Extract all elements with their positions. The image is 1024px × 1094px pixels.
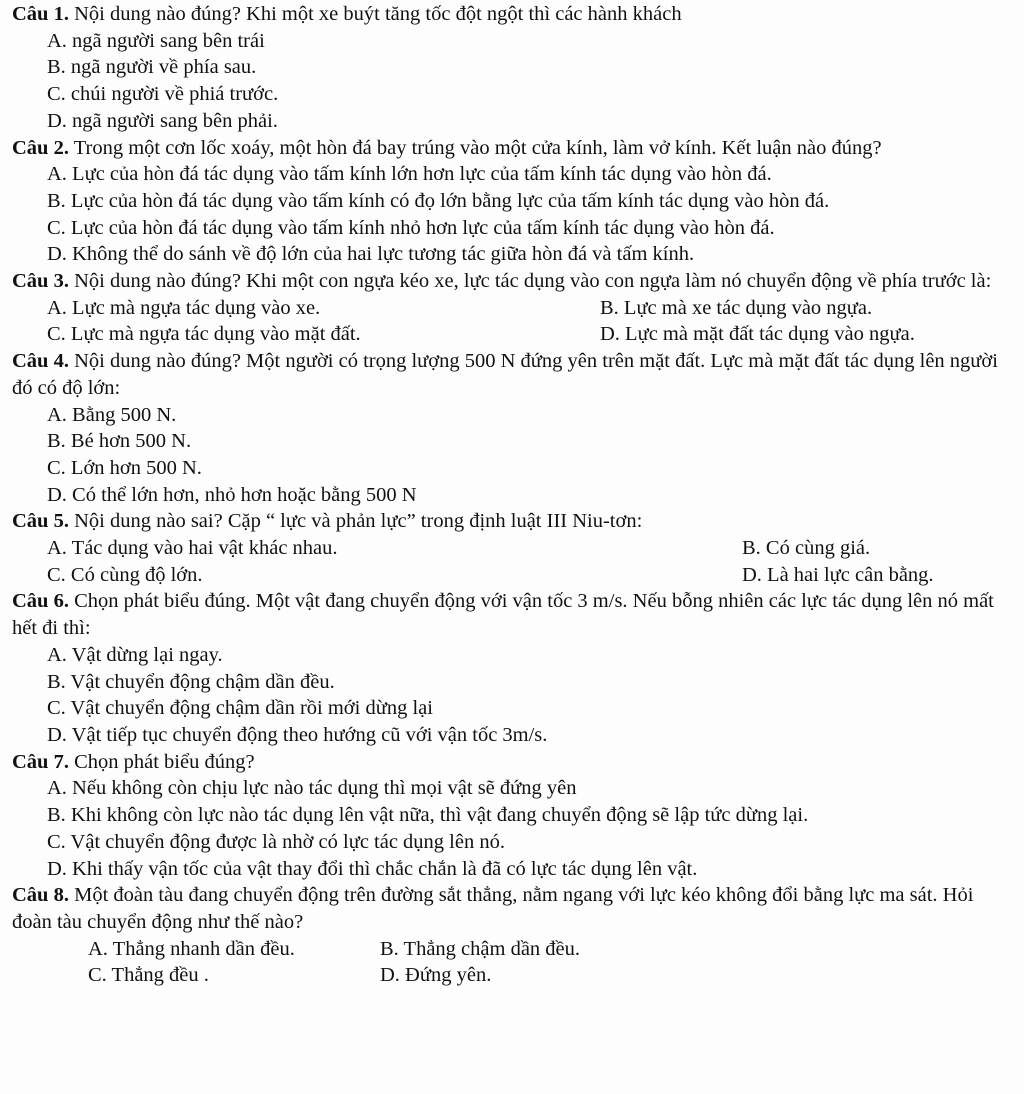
option-d: D. Khi thấy vận tốc của vật thay đổi thì chắc chắn là đã có lực tác dụng lên vật.	[47, 857, 698, 880]
option-a: A. ngã người sang bên trái	[47, 29, 265, 52]
option-a: A. Lực của hòn đá tác dụng vào tấm kính lớn hơn lực của tấm kính tác dụng vào hòn đá.	[47, 163, 772, 186]
option-a: A. Vật dừng lại ngay.	[47, 643, 223, 666]
option-b: B. Có cùng giá.	[742, 537, 871, 560]
option-c: C. Lực của hòn đá tác dụng vào tấm kính nhỏ hơn lực của tấm kính tác dụng vào hòn đá.	[47, 216, 775, 239]
question-number: Câu 8.	[12, 884, 69, 907]
option-a: A. Lực mà ngựa tác dụng vào xe.	[47, 296, 321, 319]
option-b: B. ngã người về phía sau.	[47, 56, 257, 79]
question-3	[12, 268, 1002, 348]
question-text: Nội dung nào đúng? Một người có trọng lượng 500 N đứng yên trên mặt đất. Lực mà mặt đất tác dụng lên người đó có độ lớn:	[12, 350, 998, 399]
question-stem	[12, 348, 1002, 401]
question-1	[12, 1, 1002, 135]
option-c: C. Lớn hơn 500 N.	[47, 456, 202, 479]
question-number: Câu 3.	[12, 270, 69, 293]
question-number: Câu 7.	[12, 750, 69, 773]
option-d: D. ngã người sang bên phải.	[47, 109, 278, 132]
option-a: A. Nếu không còn chịu lực nào tác dụng thì mọi vật sẽ đứng yên	[47, 777, 577, 800]
question-number: Câu 6.	[12, 590, 69, 613]
option-b: B. Bé hơn 500 N.	[47, 430, 192, 453]
option-b: B. Lực của hòn đá tác dụng vào tấm kính có đọ lớn bằng lực của tấm kính tác dụng vào hòn đá.	[47, 189, 830, 212]
option-b: B. Khi không còn lực nào tác dụng lên vật nữa, thì vật đang chuyển động sẽ lập tức dừng lại.	[47, 804, 809, 827]
option-b: B. Lực mà xe tác dụng vào ngựa.	[600, 296, 873, 319]
option-d: D. Vật tiếp tục chuyển động theo hướng cũ với vận tốc 3m/s.	[47, 723, 548, 746]
question-stem	[12, 882, 1002, 935]
option-b: B. Vật chuyển động chậm dần đều.	[47, 670, 335, 693]
option-a: A. Tác dụng vào hai vật khác nhau.	[47, 537, 338, 560]
question-text: Một đoàn tàu đang chuyển động trên đường sắt thẳng, nằm ngang với lực kéo không đổi bằng lực ma sát. Hỏi đoàn tàu chuyển động như thế nào?	[12, 884, 974, 933]
question-2	[12, 135, 1002, 269]
option-a: A. Thẳng nhanh dần đều.	[88, 937, 295, 960]
option-d: D. Là hai lực cân bằng.	[742, 563, 934, 586]
question-7	[12, 749, 1002, 883]
option-row	[12, 535, 1002, 562]
option-row	[12, 962, 1002, 989]
question-4	[12, 348, 1002, 508]
question-stem	[12, 135, 1002, 162]
option-d: D. Không thể do sánh về độ lớn của hai lực tương tác giữa hòn đá và tấm kính.	[47, 243, 695, 266]
question-6	[12, 588, 1002, 748]
option-a: A. Bằng 500 N.	[47, 403, 177, 426]
option-c: C. Có cùng độ lớn.	[47, 563, 203, 586]
option-row	[12, 295, 1002, 322]
question-text: Nội dung nào sai? Cặp “ lực và phản lực” trong định luật III Niu-tơn:	[68, 510, 643, 533]
question-stem	[12, 749, 1002, 776]
option-d: D. Lực mà mặt đất tác dụng vào ngựa.	[600, 323, 915, 346]
option-b: B. Thẳng chậm dần đều.	[380, 937, 581, 960]
question-text: Trong một cơn lốc xoáy, một hòn đá bay trúng vào một cửa kính, làm vở kính. Kết luận nào đúng?	[68, 136, 882, 159]
question-stem	[12, 588, 1002, 641]
option-d: D. Có thể lớn hơn, nhỏ hơn hoặc bằng 500 N	[47, 483, 417, 506]
option-c: C. Thẳng đều .	[88, 964, 209, 987]
option-c: C. Lực mà ngựa tác dụng vào mặt đất.	[47, 323, 361, 346]
option-row	[12, 562, 1002, 589]
question-stem	[12, 508, 1002, 535]
question-stem	[12, 268, 1002, 295]
option-d: D. Đứng yên.	[380, 964, 492, 987]
question-text: Nội dung nào đúng? Khi một xe buýt tăng tốc đột ngột thì các hành khách	[68, 3, 682, 25]
question-5	[12, 508, 1002, 588]
option-c: C. chúi người về phiá trước.	[47, 83, 279, 106]
question-text: Chọn phát biểu đúng?	[68, 750, 255, 773]
question-number: Câu 1.	[12, 3, 69, 25]
option-c: C. Vật chuyển động được là nhờ có lực tác dụng lên nó.	[47, 830, 505, 853]
option-row	[12, 321, 1002, 348]
option-c: C. Vật chuyển động chậm dần rồi mới dừng lại	[47, 697, 433, 720]
question-number: Câu 2.	[12, 136, 69, 159]
question-8	[12, 882, 1002, 989]
question-stem	[12, 1, 1002, 28]
question-number: Câu 5.	[12, 510, 69, 533]
question-number: Câu 4.	[12, 350, 69, 373]
option-row	[12, 936, 1002, 963]
question-text: Chọn phát biểu đúng. Một vật đang chuyển động với vận tốc 3 m/s. Nếu bỗng nhiên các lực tác dụng lên nó mất hết đi thì:	[12, 590, 994, 640]
question-text: Nội dung nào đúng? Khi một con ngựa kéo xe, lực tác dụng vào con ngựa làm nó chuyển động về phía trước là:	[68, 270, 992, 293]
